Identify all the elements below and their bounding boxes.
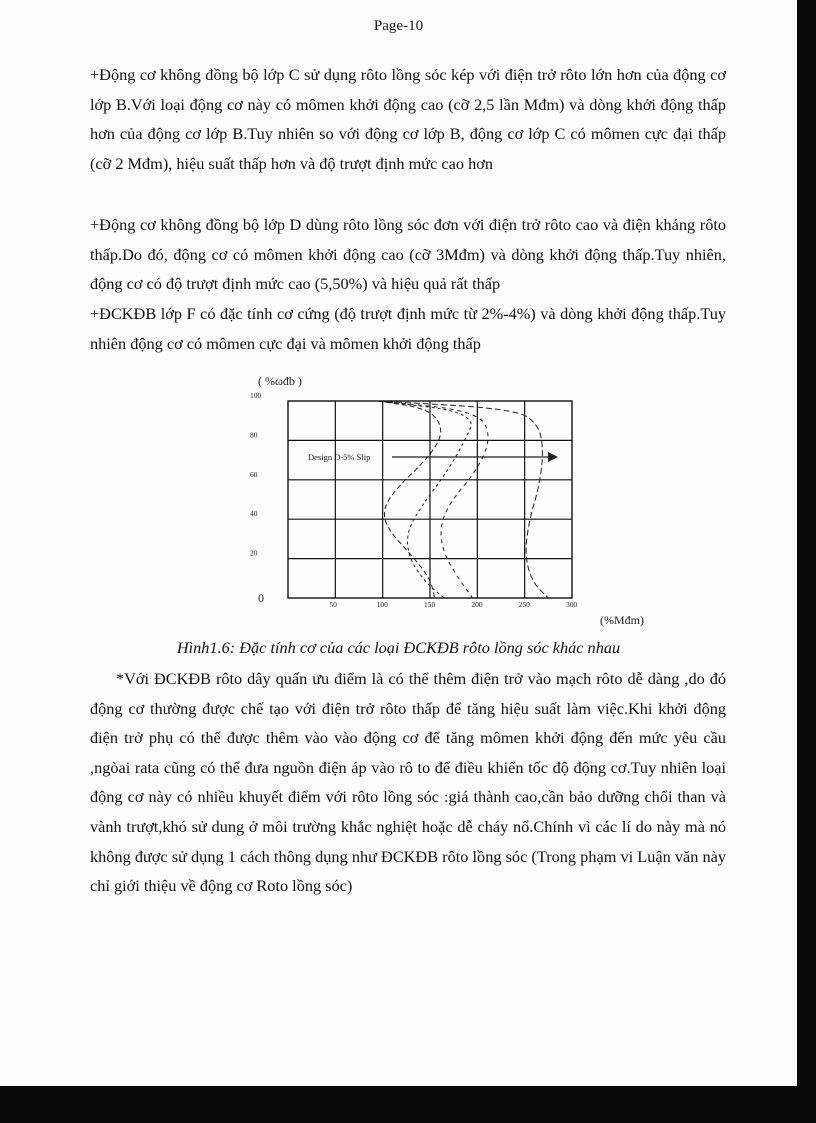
y-tick-label: 80	[250, 430, 258, 440]
series-line-curve-a	[378, 401, 441, 598]
paragraph-class-c: +Động cơ không đồng bộ lớp C sử dụng rôto lồng sóc kép với điện trở rôto lớn hơn của động cơ lớp B.Với loại động cơ này có mômen khởi động cao (cỡ 2,5 lần Mđm) và dòng khởi động thấp hơn của động cơ lớp B.Tuy nhiên so với động cơ lớp B, động cơ lớp C có mômen cực đại thấp (cỡ 2 Mđm), hiệu suất thấp hơn và độ trượt định mức cao hơn	[90, 65, 726, 173]
design-annotation	[308, 452, 558, 462]
scan-border-right	[797, 0, 816, 1123]
page-number: Page-10	[373, 18, 424, 34]
chart-grid	[288, 401, 572, 598]
y-tick-labels	[250, 391, 264, 605]
y-tick-label: 60	[250, 469, 258, 479]
x-tick-label: 100	[376, 600, 388, 609]
x-tick-labels	[329, 600, 577, 609]
figure-caption: Hình1.6: Đặc tính cơ của các loại ĐCKĐB rôto lồng sóc khác nhau	[176, 638, 621, 657]
series-line-curve-b	[378, 401, 471, 598]
x-tick-label: 300	[566, 600, 578, 609]
y-axis-label: ( %ωđb )	[258, 374, 302, 388]
chart-series	[378, 401, 548, 598]
scan-border-bottom	[0, 1086, 816, 1123]
x-axis-label: (%Mđm)	[600, 613, 644, 627]
series-line-curve-c	[378, 401, 488, 598]
paragraph-class-f: +ĐCKĐB lớp F có đặc tính cơ cứng (độ trượt định mức từ 2%-4%) và dòng khởi động thấp.Tuy nhiên động cơ có mômen cực đại và mômen khởi động thấp	[90, 304, 726, 353]
x-tick-label: 150	[424, 600, 436, 609]
chart-svg	[236, 368, 666, 630]
annotation-arrowhead	[548, 452, 558, 462]
paragraph-class-d: +Động cơ không đồng bộ lớp D dùng rôto lồng sóc đơn với điện trở rôto cao và điện kháng rôto thấp.Do đó, động cơ có mômen khởi động cao (cỡ 3Mđm) và dòng khởi động thấp.Tuy nhiên, động cơ có độ trượt định mức cao (5,50%) và hiệu quả rất thấp	[90, 215, 726, 294]
series-line-curve-d	[378, 401, 548, 598]
y-tick-label: 20	[250, 548, 258, 558]
x-tick-label: 250	[518, 600, 530, 609]
annotation-label: Design D-5% Slip	[308, 452, 371, 462]
y-tick-label: 0	[258, 591, 264, 605]
y-tick-label: 100	[250, 391, 262, 400]
x-tick-label: 50	[329, 600, 337, 609]
paragraph-wound-rotor: *Với ĐCKĐB rôto dây quấn ưu điểm là có thể thêm điện trở vào mạch rôto dễ dàng ,do đó động cơ thường được chế tạo với điện trở rôto thấp để tăng hiệu suất làm việc.Khi khởi động điện trở phụ có thể được thêm vào vào động cơ để tăng mômen khởi động đến mức yêu cầu ,ngòai rata cũng có thể đưa nguồn điện áp vào rô to để điều khiển tốc độ động cơ.Tuy nhiên loại động cơ này có nhiều khuyết điểm với rôto lồng sóc :giá thành cao,cần bảo dưỡng chổi than và vành trượt,khó sử dung ở môi trường khắc nghiệt hoặc dễ cháy nổ.Chính vì các lí do này mà nó không được sử dụng 1 cách thông dụng như ĐCKĐB rôto lồng sóc (Trong phạm vi Luận văn này chỉ giới thiệu về động cơ Roto lồng sóc)	[90, 669, 726, 896]
y-tick-label: 40	[250, 509, 258, 519]
x-tick-label: 200	[471, 600, 483, 609]
torque-speed-chart	[236, 368, 666, 630]
